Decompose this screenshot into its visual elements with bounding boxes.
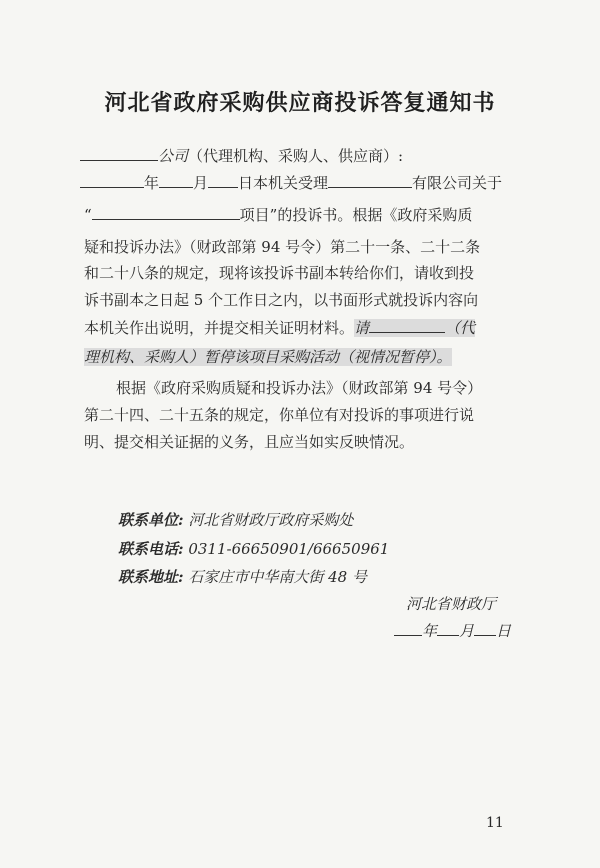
page-number: 11 <box>486 815 504 831</box>
company-blank <box>80 146 158 161</box>
para2-line3: 明、提交相关证据的义务，且应当如实反映情况。 <box>84 433 415 451</box>
contact-phone <box>118 538 389 559</box>
day-blank <box>208 173 238 188</box>
para2-line1: 根据《政府采购质疑和投诉办法》（财政部第 94 号令） <box>116 379 483 397</box>
para1-line6 <box>84 318 475 338</box>
supplier-blank <box>369 318 445 333</box>
contact-address-label: 联系地址: <box>118 568 184 586</box>
year-blank <box>80 173 144 188</box>
date-month: 月 <box>193 174 209 192</box>
para1-line3: 疑和投诉办法》（财政部第 94 号令）第二十一条、二十二条 <box>84 238 481 256</box>
request-word: 请 <box>354 319 370 337</box>
project-blank <box>92 205 240 220</box>
sign-day: 日 <box>496 622 512 640</box>
project-suffix: 项目”的投诉书。根据《政府采购质 <box>239 206 473 224</box>
contact-address-value: 石家庄市中华南大街 48 号 <box>188 568 367 586</box>
signature-org: 河北省财政厅 <box>406 595 497 613</box>
contact-unit-label: 联系单位: <box>118 511 184 529</box>
suspend-highlight: 理机构、采购人）暂停该项目采购活动（视情况暂停）。 <box>84 348 452 366</box>
addressee-roles: （代理机构、采购人、供应商）: <box>188 147 404 165</box>
para1-line4: 和二十八条的规定，现将该投诉书副本转给你们，请收到投 <box>84 264 475 282</box>
month-blank <box>159 173 193 188</box>
signature-date <box>394 620 511 641</box>
para1-line2 <box>84 205 472 225</box>
company-word: 公司 <box>158 147 189 165</box>
document-title: 河北省政府采购供应商投诉答复通知书 <box>104 90 496 116</box>
company-suffix: 有限公司关于 <box>412 174 503 192</box>
sign-year-blank <box>394 621 422 636</box>
para2-line2: 第二十四、二十五条的规定，你单位有对投诉的事项进行说 <box>84 406 475 424</box>
contact-address <box>118 566 367 587</box>
sign-year: 年 <box>422 622 438 640</box>
sign-day-blank <box>474 621 496 636</box>
para1-line1 <box>80 173 502 193</box>
addressee-line <box>80 146 403 166</box>
request-highlight <box>354 319 475 337</box>
contact-phone-label: 联系电话: <box>118 540 184 558</box>
date-day-text: 日本机关受理 <box>238 174 329 192</box>
sign-month-blank <box>437 621 459 636</box>
para1-line5: 诉书副本之日起 5 个工作日之内，以书面形式就投诉内容向 <box>84 291 479 309</box>
contact-unit <box>118 509 353 530</box>
contact-unit-value: 河北省财政厅政府采购处 <box>188 511 354 529</box>
request-roles: （代 <box>445 319 476 337</box>
date-year: 年 <box>144 174 160 192</box>
complainant-blank <box>328 173 412 188</box>
contact-phone-value: 0311-66650901/66650961 <box>188 540 390 558</box>
open-quote: “ <box>84 206 92 224</box>
para1-line7 <box>84 347 452 367</box>
sign-month: 月 <box>459 622 475 640</box>
para1-line6-text: 本机关作出说明，并提交相关证明材料。 <box>84 319 355 337</box>
